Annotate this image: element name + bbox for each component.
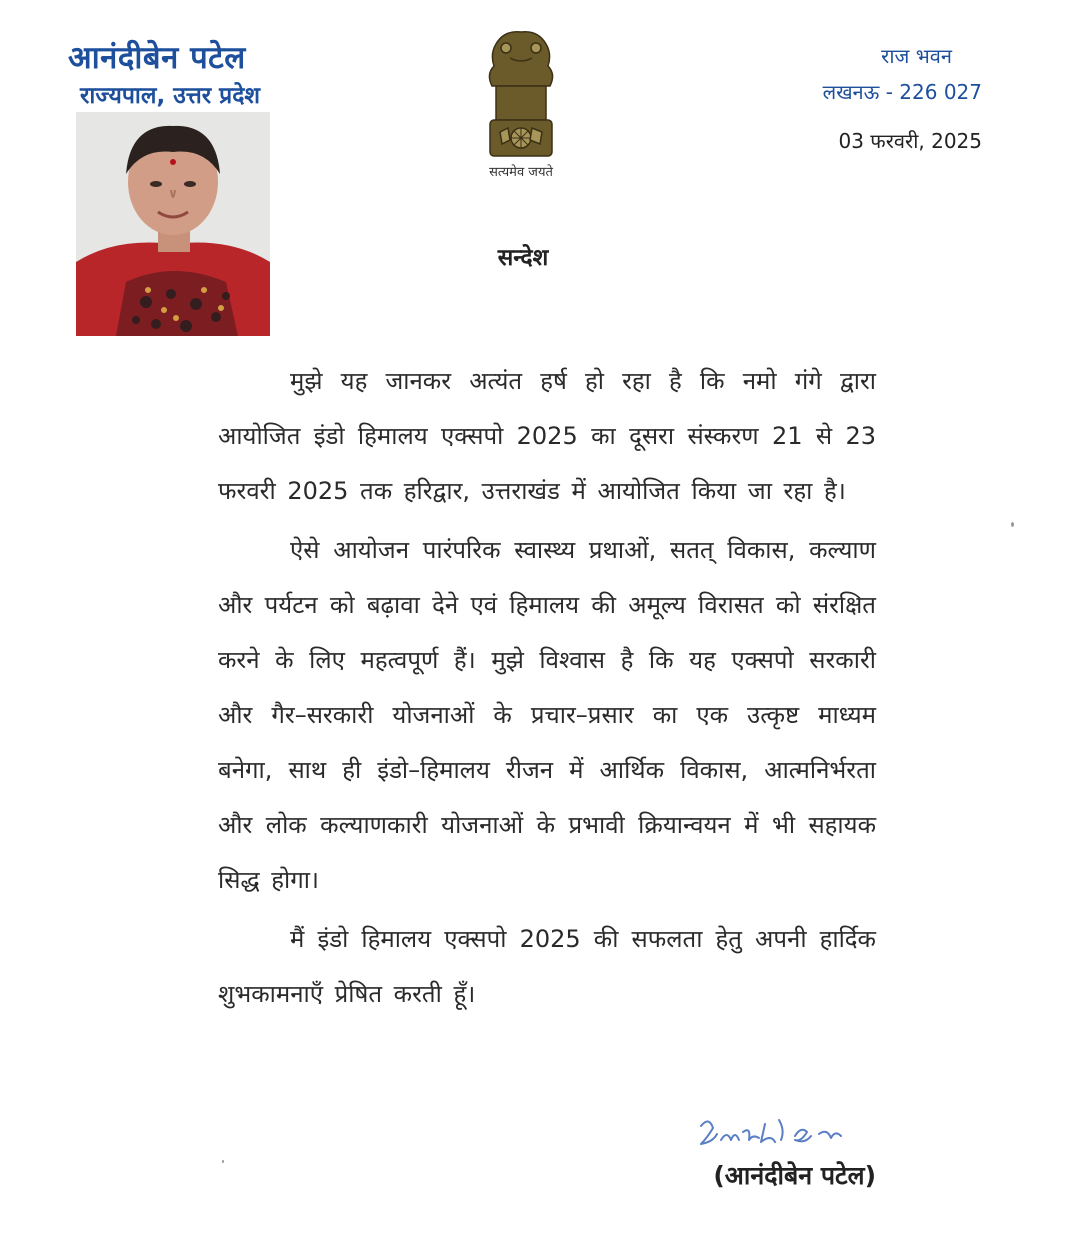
emblem-motto: सत्यमेव जयते: [489, 165, 553, 180]
message-heading: सन्देश: [497, 245, 549, 271]
governor-portrait: [76, 112, 270, 336]
handwritten-signature: [695, 1112, 855, 1160]
message-body: [218, 354, 876, 1026]
letterhead-name: आनंदीबेन पटेल: [68, 40, 246, 76]
message-paragraph: मुझे यह जानकर अत्यंत हर्ष हो रहा है कि नमो गंगे द्वारा आयोजित इंडो हिमालय एक्सपो 2025 का दूसरा संस्करण 21 से 23 फरवरी 2025 तक हरिद्वार, उत्तराखंड में आयोजित किया जा रहा है।: [218, 367, 876, 505]
state-emblem-icon: [466, 24, 576, 160]
letter-date: 03 फरवरी, 2025: [838, 129, 982, 153]
address-city: लखनऊ - 226 027: [822, 80, 982, 104]
address-place: राज भवन: [881, 44, 952, 68]
message-paragraph: मैं इंडो हिमालय एक्सपो 2025 की सफलता हेतु अपनी हार्दिक शुभकामनाएँ प्रेषित करती हूँ।: [218, 925, 876, 1008]
letterhead-designation: राज्यपाल, उत्तर प्रदेश: [80, 83, 261, 109]
scan-mark: [222, 1160, 224, 1163]
message-paragraph: ऐसे आयोजन पारंपरिक स्वास्थ्य प्रथाओं, सतत् विकास, कल्याण और पर्यटन को बढ़ावा देने एवं हिमालय की अमूल्य विरासत को संरक्षित करने के लिए महत्वपूर्ण हैं। मुझे विश्वास है कि यह एक्सपो सरकारी और गैर–सरकारी योजनाओं के प्रचार–प्रसार का एक उत्कृष्ट माध्यम बनेगा, साथ ही इंडो–हिमालय रीजन में आर्थिक विकास, आत्मनिर्भरता और लोक कल्याणकारी योजनाओं के प्रभावी क्रियान्वयन में भी सहायक सिद्ध होगा।: [218, 536, 876, 894]
signatory-name: (आनंदीबेन पटेल): [713, 1161, 876, 1190]
scan-mark: [1011, 522, 1014, 527]
